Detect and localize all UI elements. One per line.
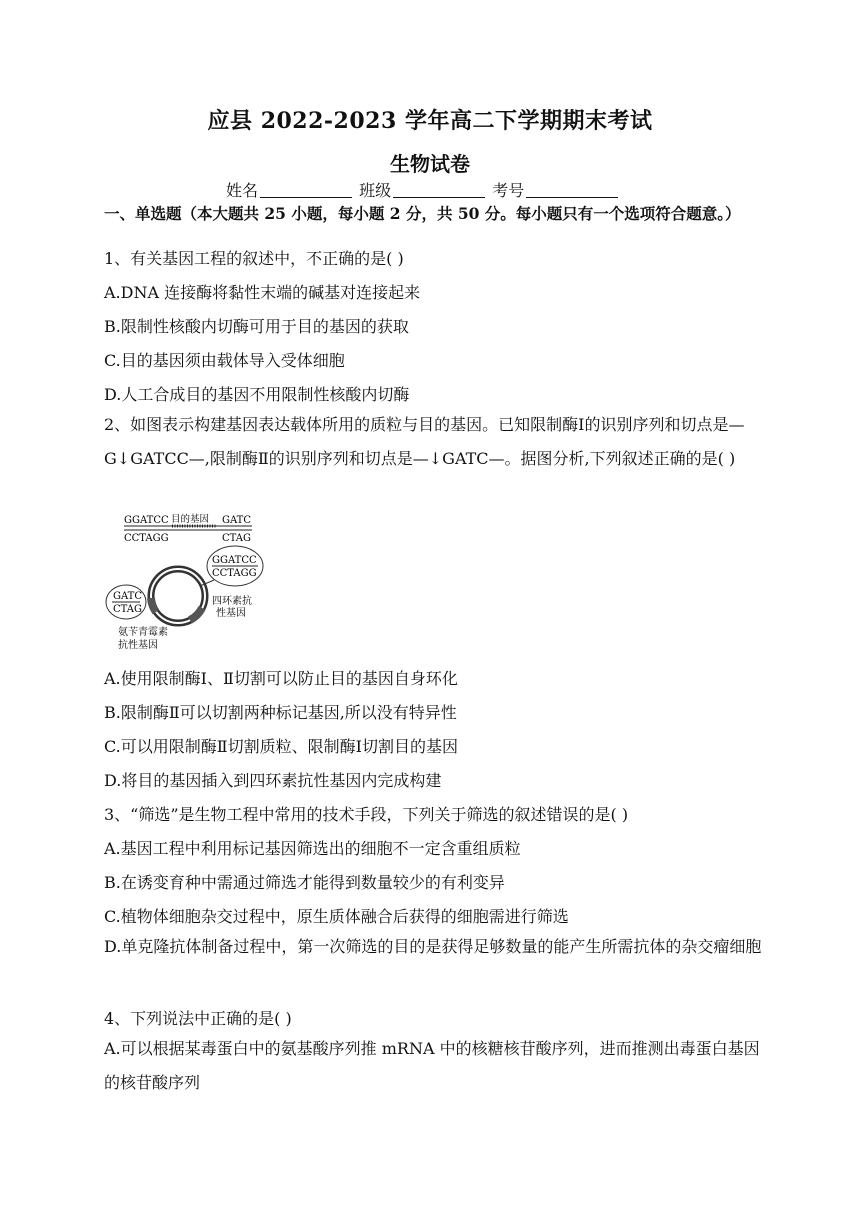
question-3-option-a: A.基因工程中利用标记基因筛选出的细胞不一定含重组质粒 — [104, 839, 521, 858]
question-3-option-c: C.植物体细胞杂交过程中，原生质体融合后获得的细胞需进行筛选 — [104, 907, 569, 926]
question-2-option-d: D.将目的基因插入到四环素抗性基因内完成构建 — [104, 771, 442, 790]
question-2-option-c: C.可以用限制酶Ⅱ切割质粒、限制酶Ⅰ切割目的基因 — [104, 737, 458, 756]
question-3-option-d: D.单克隆抗体制备过程中，第一次筛选的目的是获得足够数量的能产生所需抗体的杂交瘤细胞 — [104, 937, 762, 956]
amp-label-line2: 抗性基因 — [118, 640, 158, 651]
gene-label: 目的基因 — [171, 514, 210, 525]
question-1-option-d: D.人工合成目的基因不用限制性核酸内切酶 — [104, 385, 410, 404]
question-2-stem: 2、如图表示构建基因表达载体所用的质粒与目的基因。已知限制酶Ⅰ的识别序列和切点是—G↓GATCC—,限制酶Ⅱ的识别序列和切点是—↓GATC—。据图分析,下列叙述正确的是( ) — [104, 415, 745, 468]
id-blank[interactable] — [526, 181, 618, 198]
amp-label-line1: 氨苄青霉素 — [118, 627, 168, 638]
gene-left-bottom-seq: CCTAGG — [124, 533, 169, 544]
site1-top-seq: GGATCC — [212, 555, 257, 566]
class-blank[interactable] — [393, 181, 485, 198]
gene-right-bottom-seq: CTAG — [222, 533, 251, 544]
question-1-option-b: B.限制性核酸内切酶可用于目的基因的获取 — [104, 317, 409, 336]
question-1-stem: 1、有关基因工程的叙述中，不正确的是( ) — [104, 249, 404, 268]
tet-label-line1: 四环素抗 — [212, 596, 252, 607]
section-heading: 一、单选题（本大题共 25 小题，每小题 2 分，共 50 分。每小题只有一个选项符合题意。） — [104, 204, 741, 223]
gene-right-top-seq: GATC — [222, 515, 251, 526]
site2-top-seq: GATC — [113, 591, 142, 602]
question-4-stem: 4、下列说法中正确的是( ) — [104, 1009, 292, 1028]
page-subtitle: 生物试卷 — [390, 152, 470, 176]
plasmid-figure — [104, 512, 274, 656]
name-blank[interactable] — [260, 181, 352, 198]
page-title: 应县 2022-2023 学年高二下学期期末考试 — [207, 108, 653, 134]
question-1-option-a: A.DNA 连接酶将黏性末端的碱基对连接起来 — [104, 283, 421, 302]
student-info-row — [226, 178, 620, 201]
class-label: 班级 — [359, 181, 392, 200]
amp-gene-segment — [151, 598, 156, 612]
gene-left-top-seq: GGATCC — [124, 515, 169, 526]
question-1-option-c: C.目的基因须由载体导入受体细胞 — [104, 351, 345, 370]
id-label: 考号 — [492, 181, 525, 200]
question-3-stem: 3、“筛选”是生物工程中常用的技术手段，下列关于筛选的叙述错误的是( ) — [104, 805, 629, 824]
question-4-option-a: A.可以根据某毒蛋白中的氨基酸序列推 mRNA 中的核糖核苷酸序列，进而推测出毒蛋白基因的核苷酸序列 — [104, 1039, 760, 1092]
site2-bottom-seq: CTAG — [113, 604, 142, 615]
question-2-option-a: A.使用限制酶Ⅰ、Ⅱ切割可以防止目的基因自身环化 — [104, 669, 458, 688]
plasmid-diagram — [104, 512, 274, 656]
name-label: 姓名 — [226, 181, 259, 200]
question-2-option-b: B.限制酶Ⅱ可以切割两种标记基因,所以没有特异性 — [104, 703, 457, 722]
question-3-option-b: B.在诱变育种中需通过筛选才能得到数量较少的有利变异 — [104, 873, 505, 892]
tet-gene-segment — [190, 608, 202, 620]
site1-bottom-seq: CCTAGG — [212, 568, 257, 579]
tet-label-line2: 性基因 — [216, 608, 246, 619]
